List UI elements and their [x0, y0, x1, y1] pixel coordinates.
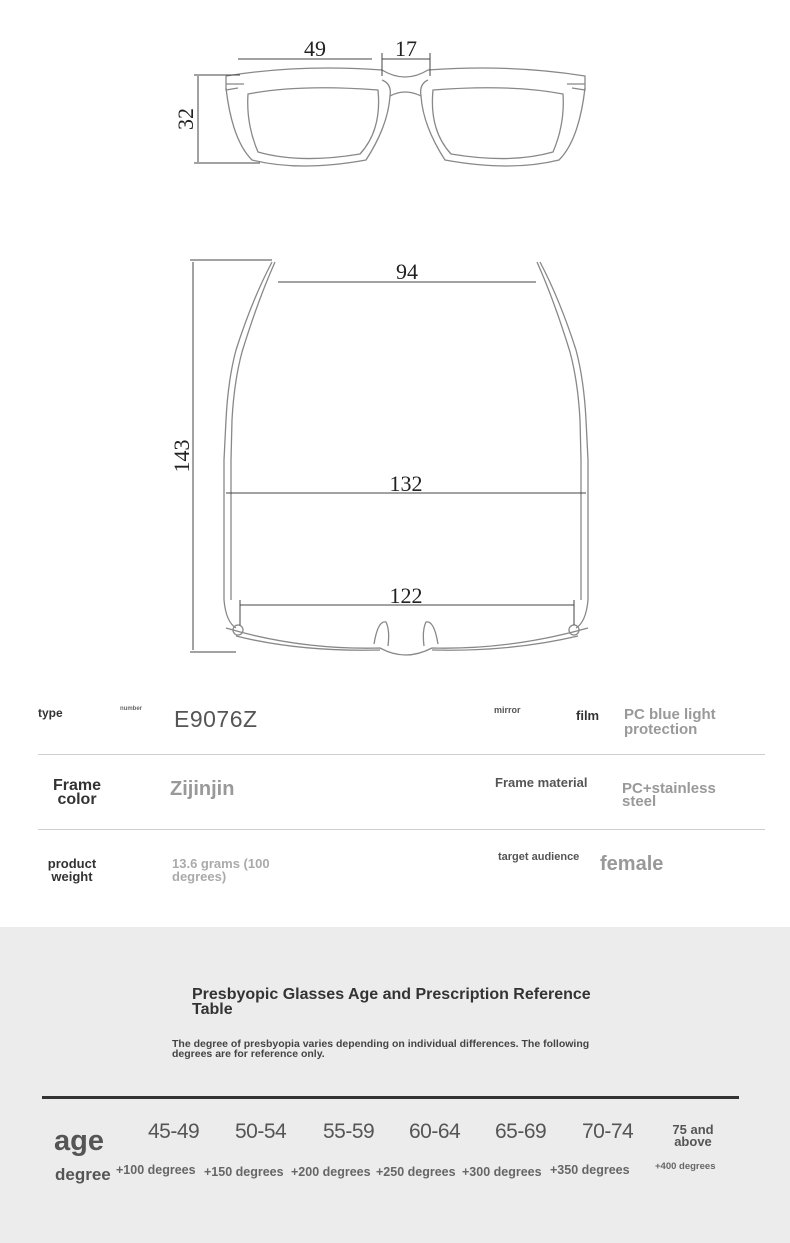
- frame-material-value: PC+stainless steel: [622, 780, 716, 810]
- film-label: film: [576, 708, 600, 723]
- mirror-label: mirror: [494, 705, 521, 715]
- front-width-label: 122: [389, 583, 423, 608]
- age-cell: 50-54: [235, 1120, 287, 1143]
- reference-note: The degree of presbyopia varies depending on individual differences. The following degrees are for reference only.: [172, 1038, 590, 1060]
- degree-cell: +250 degrees: [376, 1165, 456, 1179]
- top-view-dimensions: [190, 260, 586, 652]
- degree-cell: +100 degrees: [116, 1163, 196, 1177]
- degree-cell: +200 degrees: [291, 1165, 371, 1179]
- age-cell: 65-69: [495, 1120, 547, 1143]
- target-audience-label: target audience: [498, 851, 580, 863]
- head-width-label: 132: [389, 471, 423, 496]
- table-top-rule: [42, 1096, 739, 1099]
- front-view-outline: [226, 68, 585, 166]
- row-divider: [38, 829, 765, 830]
- lens-width-label: 49: [304, 36, 326, 61]
- reference-section: [0, 927, 790, 1243]
- age-cell: 75 and above: [672, 1122, 714, 1149]
- degree-cell: +150 degrees: [204, 1165, 284, 1179]
- temple-length-label: 143: [169, 439, 194, 473]
- age-cell: 45-49: [148, 1120, 200, 1143]
- temple-span-label: 94: [396, 259, 418, 284]
- type-label: type: [38, 706, 63, 720]
- frame-color-label: Frame color: [52, 777, 102, 808]
- product-weight-value: 13.6 grams (100 degrees): [172, 856, 270, 884]
- lens-height-label: 32: [173, 108, 198, 130]
- product-weight-label: product weight: [47, 856, 97, 884]
- frame-material-label: Frame material: [495, 775, 588, 790]
- age-cell: 60-64: [409, 1120, 461, 1143]
- age-cell: 70-74: [582, 1120, 634, 1143]
- row-divider: [38, 754, 765, 755]
- film-value: PC blue light protection: [624, 706, 716, 738]
- model-number-value: E9076Z: [174, 706, 258, 732]
- frame-color-value: Zijinjin: [170, 778, 235, 800]
- age-cell: 55-59: [323, 1120, 375, 1143]
- bridge-width-label: 17: [395, 36, 417, 61]
- degree-cell: +350 degrees: [550, 1163, 630, 1177]
- age-header: age: [54, 1125, 104, 1157]
- degree-cell: +300 degrees: [462, 1165, 542, 1179]
- degree-cell: +400 degrees: [655, 1161, 716, 1172]
- number-label: number: [120, 706, 143, 712]
- degree-header: degree: [55, 1165, 111, 1184]
- target-audience-value: female: [600, 853, 664, 875]
- reference-title: Presbyopic Glasses Age and Prescription Reference Table: [192, 986, 591, 1018]
